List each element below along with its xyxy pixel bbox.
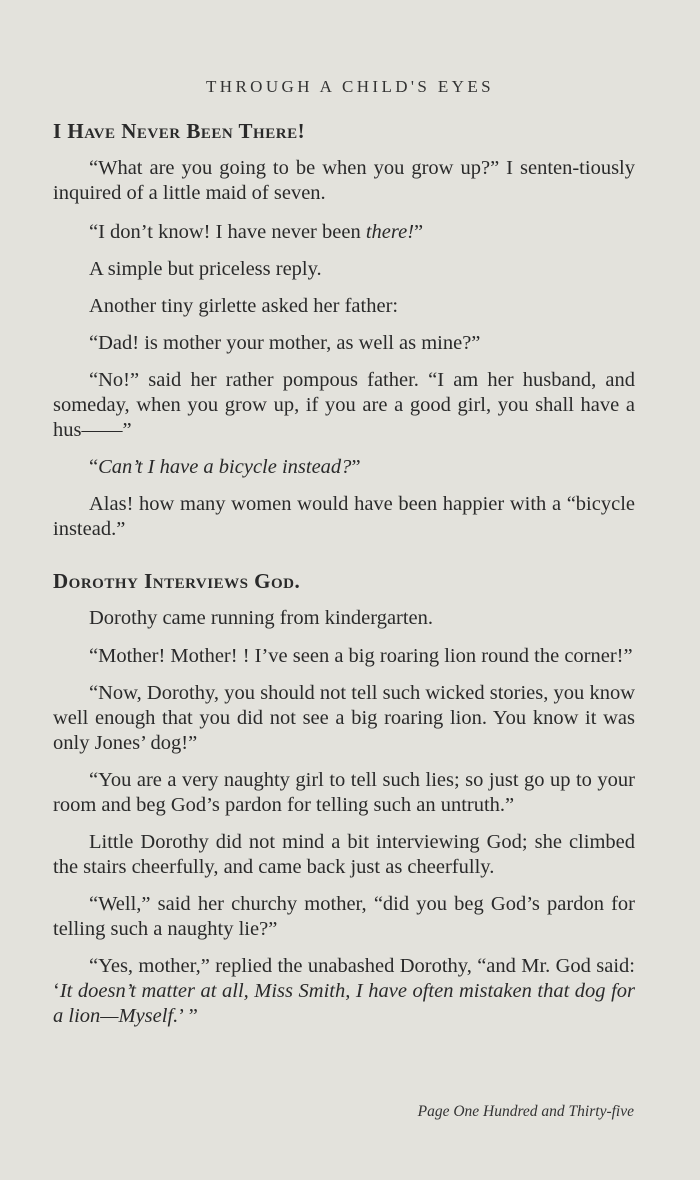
- italic-run: there!: [365, 221, 415, 243]
- paragraph: “What are you going to be when you grow up?” I senten-tiously inquired of a little maid of seven.: [53, 157, 635, 204]
- page-body: [53, 118, 635, 1029]
- paragraph: Little Dorothy did not mind a bit interviewing God; she climbed the stairs cheerfully, and came back just as cheerfully.: [53, 831, 635, 878]
- paragraph: Dorothy came running from kindergarten.: [89, 607, 434, 629]
- paragraph: “Can’t I have a bicycle instead?”: [89, 456, 361, 478]
- section-never-been-there: [53, 118, 635, 542]
- paragraph: “Yes, mother,” replied the unabashed Dorothy, “and Mr. God said: ‘It doesn’t matter at all, Miss Smith, I have often mistaken that dog for a lion—Myself.’ ”: [53, 955, 635, 1027]
- section-heading: I Have Never Been There!: [53, 119, 306, 143]
- paragraph: Alas! how many women would have been happier with a “bicycle instead.”: [53, 493, 635, 540]
- paragraph: “Now, Dorothy, you should not tell such wicked stories, you know well enough that you did not see a big roaring lion. You know it was only Jones’ dog!”: [53, 682, 635, 754]
- italic-run: Can’t I have a bicycle instead?: [98, 456, 352, 478]
- section-dorothy-interviews-god: [53, 568, 635, 1029]
- paragraph: A simple but priceless reply.: [89, 258, 322, 280]
- running-head: THROUGH A CHILD'S EYES: [205, 77, 494, 96]
- paragraph: Another tiny girlette asked her father:: [89, 295, 399, 317]
- italic-run: It doesn’t matter at all, Miss Smith, I have often mistaken that dog for a lion—Myself.: [53, 980, 635, 1027]
- page-number: Page One Hundred and Thirty-five: [417, 1103, 634, 1120]
- section-heading: Dorothy Interviews God.: [53, 569, 301, 593]
- paragraph: “You are a very naughty girl to tell such lies; so just go up to your room and beg God’s pardon for telling such an untruth.”: [53, 769, 635, 816]
- paragraph: “No!” said her rather pompous father. “I am her husband, and someday, when you grow up, if you are a good girl, you shall have a hus——”: [53, 369, 635, 441]
- paragraph: “Dad! is mother your mother, as well as mine?”: [89, 332, 481, 354]
- paragraph: “Mother! Mother! ! I’ve seen a big roaring lion round the corner!”: [89, 645, 633, 667]
- paragraph: “Well,” said her churchy mother, “did you beg God’s pardon for telling such a naughty lie?”: [53, 893, 635, 940]
- paragraph: “I don’t know! I have never been there!”: [89, 221, 424, 243]
